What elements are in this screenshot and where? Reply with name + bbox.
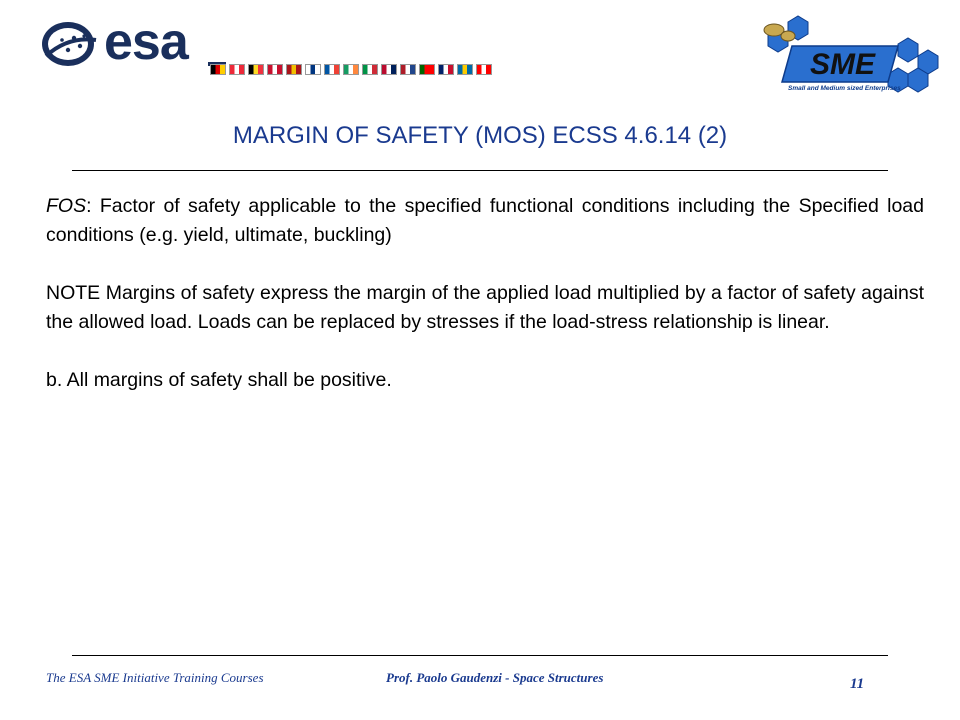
sme-logo-text: SME bbox=[810, 48, 876, 81]
title-divider bbox=[72, 170, 888, 171]
footer-author: Prof. Paolo Gaudenzi - Space Structures bbox=[386, 670, 604, 685]
slide-body bbox=[46, 192, 924, 395]
fos-term: FOS bbox=[46, 195, 87, 217]
flag-icon bbox=[267, 64, 283, 75]
sme-logo-subtitle: Small and Medium sized Enterprises bbox=[788, 85, 901, 92]
fos-definition: : Factor of safety applicable to the specified functional conditions including the Specified load conditions (e.g. yield, ultimate, buckling) bbox=[46, 195, 924, 246]
flag-icon bbox=[286, 64, 302, 75]
page-number: 11 bbox=[850, 676, 865, 692]
footer-divider bbox=[72, 655, 888, 656]
flag-icon bbox=[457, 64, 473, 75]
note-paragraph: NOTE Margins of safety express the margin of the applied load multiplied by a factor of safety against the allowed load. Loads can be replaced by stresses if the load-stress relationship is linear. bbox=[46, 282, 924, 333]
footer-course: The ESA SME Initiative Training Courses bbox=[46, 670, 264, 685]
flag-icon bbox=[324, 64, 340, 75]
flag-icon bbox=[248, 64, 264, 75]
flag-icon bbox=[419, 64, 435, 75]
flag-icon bbox=[381, 64, 397, 75]
flag-icon bbox=[229, 64, 245, 75]
esa-logo-text: esa bbox=[104, 13, 188, 71]
flag-icon bbox=[210, 64, 226, 75]
flag-icon bbox=[343, 64, 359, 75]
flag-icon bbox=[438, 64, 454, 75]
flag-icon bbox=[362, 64, 378, 75]
member-state-flags bbox=[210, 64, 492, 76]
sme-logo bbox=[748, 4, 948, 100]
fos-paragraph bbox=[46, 192, 924, 250]
slide-title: MARGIN OF SAFETY (MOS) ECSS 4.6.14 (2) bbox=[232, 122, 728, 149]
flag-icon bbox=[305, 64, 321, 75]
rule-b-paragraph: b. All margins of safety shall be positive. bbox=[46, 369, 392, 391]
flag-icon bbox=[476, 64, 492, 75]
flag-icon bbox=[400, 64, 416, 75]
